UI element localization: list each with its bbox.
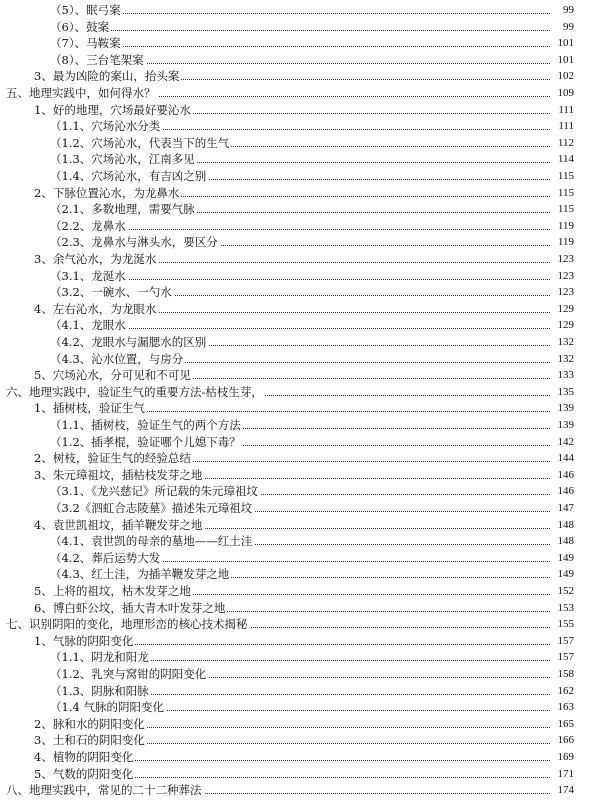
toc-entry-page: 146 bbox=[557, 468, 574, 481]
toc-entry-title: （4.3、红土洼，为插羊鞭发芽之地 bbox=[50, 567, 230, 582]
dot-leader bbox=[80, 777, 550, 778]
toc-entry[interactable] bbox=[0, 683, 598, 700]
toc-entry[interactable] bbox=[0, 251, 598, 268]
toc-entry-page: 111 bbox=[558, 103, 574, 116]
toc-entry-page: 133 bbox=[557, 369, 574, 382]
dot-leader bbox=[90, 279, 550, 280]
toc-entry-title: 七、识别阴阳的变化，地理形峦的核心技术揭秘 bbox=[6, 617, 248, 632]
toc-entry[interactable] bbox=[0, 35, 598, 52]
toc-entry[interactable] bbox=[0, 434, 598, 451]
toc-entry[interactable] bbox=[0, 301, 598, 318]
toc-entry[interactable] bbox=[0, 782, 598, 799]
toc-entry-title: （1.4 气脉的阴阳变化 bbox=[50, 700, 164, 715]
toc-entry[interactable] bbox=[0, 517, 598, 534]
toc-entry-page: 123 bbox=[557, 269, 574, 282]
toc-entry-title: 2、下脉位置沁水，为龙鼻水 bbox=[34, 185, 180, 200]
toc-entry-page: 119 bbox=[557, 236, 574, 249]
toc-entry-page: 152 bbox=[557, 585, 574, 597]
toc-entry[interactable] bbox=[0, 566, 598, 583]
toc-entry-page: 163 bbox=[557, 701, 574, 714]
toc-entry[interactable] bbox=[0, 201, 598, 218]
toc-entry-title: （1.4、穴场沁水，有吉凶之别 bbox=[50, 169, 207, 183]
toc-entry[interactable] bbox=[0, 400, 598, 417]
toc-entry[interactable] bbox=[0, 68, 598, 85]
dot-leader bbox=[80, 727, 550, 728]
dot-leader bbox=[90, 46, 550, 47]
dot-leader bbox=[90, 13, 550, 14]
toc-entry-page: 99 bbox=[563, 4, 574, 16]
toc-entry[interactable] bbox=[0, 218, 598, 235]
toc-entry[interactable] bbox=[0, 417, 598, 434]
toc-entry-page: 139 bbox=[557, 402, 574, 415]
toc-entry-title: （1.1、阴龙和阳龙 bbox=[50, 650, 149, 665]
toc-entry-title: （2.1、多数地理，需要气脉 bbox=[50, 202, 195, 217]
toc-entry-title: 六、地理实践中，验证生气的重要方法-枯枝生芽， bbox=[6, 384, 263, 399]
toc-entry[interactable] bbox=[0, 467, 598, 484]
toc-entry-title: （4.3、沁水位置，与房分 bbox=[50, 351, 184, 366]
toc-entry[interactable] bbox=[0, 500, 598, 517]
dot-leader bbox=[80, 411, 550, 412]
toc-entry-title: 五、地理实践中，如何得水？ bbox=[6, 86, 156, 100]
toc-entry-page: 165 bbox=[557, 717, 574, 730]
toc-entry-title: （1.3、阴脉和阳脉 bbox=[50, 683, 149, 698]
toc-entry[interactable] bbox=[0, 367, 598, 384]
toc-entry-title: （1.2、穴场沁水，代表当下的生气 bbox=[50, 135, 230, 150]
toc-entry[interactable] bbox=[0, 666, 598, 683]
toc-entry-title: （4.1、袁世凯的母亲的墓地——红土洼 bbox=[50, 534, 253, 549]
toc-entry-title: 4、袁世凯祖坟，插羊鞭发芽之地 bbox=[34, 517, 203, 532]
toc-entry[interactable] bbox=[0, 450, 598, 467]
toc-entry[interactable] bbox=[0, 616, 598, 633]
dot-leader bbox=[90, 229, 550, 230]
toc-entry-title: （3.1、龙涎水 bbox=[50, 268, 126, 283]
toc-entry[interactable] bbox=[0, 185, 598, 202]
toc-entry-title: （5）、眠弓案 bbox=[50, 3, 121, 17]
toc-entry-title: 5、穴场沁水，分可见和不可见 bbox=[34, 368, 191, 383]
toc-entry-page: 171 bbox=[557, 767, 574, 780]
toc-entry-page: 115 bbox=[557, 203, 574, 216]
toc-entry-page: 102 bbox=[557, 70, 574, 83]
toc-entry-title: 5、气数的阴阳变化 bbox=[34, 766, 134, 781]
dot-leader bbox=[80, 743, 550, 744]
toc-entry-page: 174 bbox=[557, 784, 574, 797]
toc-entry-page: 155 bbox=[557, 618, 574, 631]
dot-leader bbox=[80, 644, 550, 645]
toc-entry-title: 3、朱元璋祖坟，插枯枝发芽之地 bbox=[34, 467, 203, 482]
toc-entry-page: 109 bbox=[557, 87, 574, 99]
toc-entry-title: 1、好的地理，穴场最好要沁水 bbox=[34, 102, 191, 117]
toc-entry[interactable] bbox=[0, 699, 598, 716]
toc-entry[interactable] bbox=[0, 600, 598, 617]
toc-entry-title: （4.1、龙眼水 bbox=[50, 318, 126, 333]
toc-entry-page: 149 bbox=[557, 551, 574, 564]
toc-entry[interactable] bbox=[0, 334, 598, 351]
toc-entry-title: （6）、鼓案 bbox=[50, 19, 110, 34]
toc-entry-title: 2、脉和水的阴阳变化 bbox=[34, 716, 145, 731]
toc-entry-title: 6、博白虾公坟，插大青木叶发芽之地 bbox=[34, 600, 226, 615]
dot-leader bbox=[90, 328, 550, 329]
toc-entry[interactable] bbox=[0, 633, 598, 650]
toc-entry-page: 115 bbox=[557, 186, 574, 199]
toc-entry-title: （1.2、乳突与窝钳的阴阳变化 bbox=[50, 667, 207, 681]
toc-entry-title: （1.1、插树枝，验证生气的两个方法 bbox=[50, 418, 241, 432]
toc-entry-page: 101 bbox=[557, 37, 574, 50]
toc-entry-page: 111 bbox=[558, 120, 574, 133]
toc-entry-page: 132 bbox=[557, 336, 574, 348]
toc-entry[interactable] bbox=[0, 151, 598, 168]
dot-leader bbox=[90, 694, 550, 695]
toc-entry-title: （4.2、葬后运势大发 bbox=[50, 550, 161, 565]
toc-entry-page: 135 bbox=[557, 385, 574, 398]
toc-entry[interactable] bbox=[0, 483, 598, 500]
toc-entry[interactable] bbox=[0, 649, 598, 666]
toc-entry-page: 139 bbox=[557, 419, 574, 431]
toc-entry[interactable] bbox=[0, 19, 598, 36]
toc-entry[interactable] bbox=[0, 234, 598, 251]
toc-entry[interactable] bbox=[0, 749, 598, 766]
toc-entry[interactable] bbox=[0, 284, 598, 301]
toc-entry-page: 101 bbox=[557, 53, 574, 66]
toc-entry-title: （4.2、龙眼水与漏腮水的区别 bbox=[50, 335, 207, 349]
toc-entry-title: （3.2《泗虹合志陵墓》描述朱元璋祖坟 bbox=[50, 501, 253, 515]
toc-entry[interactable] bbox=[0, 550, 598, 567]
toc-entry-page: 158 bbox=[557, 668, 574, 680]
toc-entry[interactable] bbox=[0, 118, 598, 135]
toc-entry-title: （7）、马鞍案 bbox=[50, 36, 121, 51]
toc-entry-title: 4、左右沁水，为龙眼水 bbox=[34, 301, 157, 316]
toc-entry-title: 5、上将的祖坟，枯木发芽之地 bbox=[34, 584, 191, 598]
toc-entry-page: 132 bbox=[557, 352, 574, 365]
toc-entry[interactable] bbox=[0, 533, 598, 550]
toc-entry-title: （1.3、穴场沁水，江南多见 bbox=[50, 152, 195, 167]
toc-entry-page: 148 bbox=[557, 535, 574, 548]
toc-entry[interactable] bbox=[0, 52, 598, 69]
toc-entry-title: （2.3、龙鼻水与淋头水，要区分 bbox=[50, 235, 218, 250]
toc-entry[interactable] bbox=[0, 766, 598, 783]
toc-entry-title: 1、插树枝，验证生气 bbox=[34, 401, 145, 416]
toc-entry-page: 112 bbox=[557, 136, 574, 149]
toc-entry-page: 166 bbox=[557, 734, 574, 747]
toc-entry-page: 149 bbox=[557, 568, 574, 581]
toc-entry-page: 153 bbox=[557, 601, 574, 614]
toc-entry-title: （3.1、《龙兴慈记》所记载的朱元璋祖坟 bbox=[50, 484, 259, 499]
toc-entry-page: 99 bbox=[563, 20, 574, 33]
toc-entry-page: 169 bbox=[557, 751, 574, 763]
dot-leader bbox=[90, 30, 550, 31]
toc-entry[interactable] bbox=[0, 85, 598, 102]
toc-entry-page: 129 bbox=[557, 319, 574, 332]
toc-entry-page: 123 bbox=[557, 286, 574, 299]
toc-entry-title: 八、地理实践中，常见的二十二种葬法 bbox=[6, 783, 202, 798]
toc-entry-title: （1.2、插孝棍，验证哪个儿媳下毒？ bbox=[50, 434, 241, 449]
toc-entry[interactable] bbox=[0, 716, 598, 733]
toc-entry-page: 115 bbox=[557, 170, 574, 182]
dot-leader bbox=[80, 760, 550, 761]
toc-entry-title: （8）、三台笔架案 bbox=[50, 52, 144, 67]
dot-leader bbox=[90, 660, 550, 661]
toc-entry-title: 4、植物的阴阳变化 bbox=[34, 750, 134, 764]
toc-entry-page: 157 bbox=[557, 634, 574, 647]
toc-entry[interactable] bbox=[0, 583, 598, 600]
toc-entry[interactable] bbox=[0, 135, 598, 152]
toc-entry-page: 119 bbox=[557, 219, 574, 232]
toc-entry[interactable] bbox=[0, 168, 598, 185]
toc-entry-page: 146 bbox=[557, 485, 574, 498]
toc-entry[interactable] bbox=[0, 732, 598, 749]
toc-entry-title: （2.2、龙鼻水 bbox=[50, 218, 126, 233]
toc-entry-page: 148 bbox=[557, 518, 574, 531]
toc-entry-title: 3、余气沁水，为龙涎水 bbox=[34, 252, 157, 266]
toc-entry[interactable] bbox=[0, 268, 598, 285]
toc-entry[interactable] bbox=[0, 384, 598, 401]
toc-entry-page: 114 bbox=[557, 153, 574, 166]
dot-leader bbox=[90, 63, 550, 64]
toc-entry[interactable] bbox=[0, 102, 598, 119]
toc-entry-title: 3、最为凶险的案山，抬头案 bbox=[34, 69, 180, 84]
toc-entry[interactable] bbox=[0, 2, 598, 19]
toc-entry-page: 162 bbox=[557, 684, 574, 697]
toc-entry-title: 1、气脉的阴阳变化 bbox=[34, 633, 134, 648]
toc-entry-title: （3.2、一碗水、一勺水 bbox=[50, 285, 172, 300]
toc-entry-title: 2、树枝，验证生气的经验总结 bbox=[34, 451, 191, 466]
toc-entry-page: 123 bbox=[557, 253, 574, 265]
toc-entry-title: 3、土和石的阴阳变化 bbox=[34, 733, 145, 748]
toc-entry[interactable] bbox=[0, 351, 598, 368]
toc-entry-page: 144 bbox=[557, 452, 574, 465]
toc-entry-page: 142 bbox=[557, 435, 574, 448]
toc-entry-title: （1.1、穴场沁水分类 bbox=[50, 119, 161, 134]
toc-entry[interactable] bbox=[0, 317, 598, 334]
toc-entry-page: 157 bbox=[557, 651, 574, 664]
toc-entry-page: 129 bbox=[557, 302, 574, 315]
toc-entry-page: 147 bbox=[557, 502, 574, 514]
